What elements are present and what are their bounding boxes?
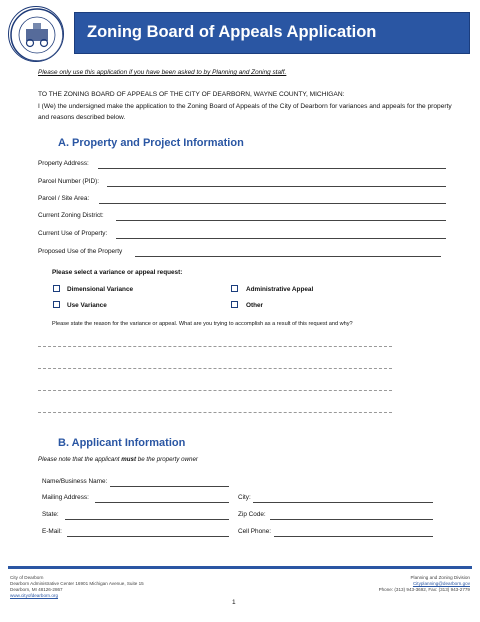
other-checkbox[interactable]	[231, 301, 238, 308]
parcel-number-label: Parcel Number (PID):	[38, 178, 100, 185]
mailing-address-field[interactable]	[95, 502, 229, 503]
reason-line-3[interactable]	[38, 390, 392, 391]
footer-address: Dearborn Administrative Center 16901 Michigan Avenue, Suite 15	[10, 581, 144, 586]
page-number: 1	[232, 599, 236, 606]
city-label: City:	[238, 494, 251, 501]
email-field[interactable]	[67, 536, 229, 537]
reason-line-4[interactable]	[38, 412, 392, 413]
zoning-district-field[interactable]	[116, 220, 446, 221]
name-field[interactable]	[110, 486, 229, 487]
footer-email-link[interactable]: Cityplanning@dearborn.gov	[412, 581, 470, 586]
cell-phone-label: Cell Phone:	[238, 528, 272, 535]
email-label: E-Mail:	[42, 528, 62, 535]
property-address-label: Property Address:	[38, 160, 89, 167]
footer-divider	[8, 566, 472, 569]
dimensional-variance-checkbox[interactable]	[53, 285, 60, 292]
administrative-appeal-checkbox[interactable]	[231, 285, 238, 292]
footer-right	[379, 575, 470, 593]
reason-line-1[interactable]	[38, 346, 392, 347]
footer-city: Dearborn, MI 48126-2867	[10, 587, 63, 592]
city-field[interactable]	[253, 502, 433, 503]
other-label: Other	[246, 302, 264, 309]
current-use-field[interactable]	[116, 238, 446, 239]
title-banner	[74, 12, 470, 54]
zoning-district-label: Current Zoning District:	[38, 212, 104, 219]
zip-code-label: Zip Code:	[238, 511, 266, 518]
reason-line-2[interactable]	[38, 368, 392, 369]
footer-org: City of Dearborn	[10, 575, 44, 580]
state-label: State:	[42, 511, 59, 518]
city-seal-logo	[8, 6, 64, 62]
name-label: Name/Business Name:	[42, 478, 108, 485]
state-field[interactable]	[65, 519, 229, 520]
proposed-use-field[interactable]	[135, 256, 441, 257]
footer-left	[10, 575, 144, 599]
cell-phone-field[interactable]	[274, 536, 433, 537]
administrative-appeal-label: Administrative Appeal	[246, 286, 314, 293]
section-b-heading: B. Applicant Information	[58, 437, 186, 449]
proposed-use-label: Proposed Use of the Property	[38, 248, 123, 255]
zip-code-field[interactable]	[270, 519, 433, 520]
footer-website-link[interactable]: www.cityofdearborn.org	[10, 593, 59, 598]
reason-prompt: Please state the reason for the variance or appeal. What are you trying to accomplish as a result of this request and why?	[52, 321, 353, 327]
site-area-label: Parcel / Site Area:	[38, 195, 90, 202]
statement-text: I (We) the undersigned make the application to the Zoning Board of Appeals of the City of Dearborn for variances and appeals for the property and reasons described below.	[38, 103, 452, 121]
section-a-heading: A. Property and Project Information	[58, 137, 244, 149]
current-use-label: Current Use of Property:	[38, 230, 108, 237]
property-address-field[interactable]	[98, 168, 446, 169]
instruction-text: Please only use this application if you have been asked to by Planning and Zoning staff.	[38, 69, 287, 76]
footer-phone: Phone: (313) 943-3692, Fax: (313) 943-2779	[378, 587, 470, 592]
request-prompt: Please select a variance or appeal request:	[52, 269, 183, 276]
use-variance-label: Use Variance	[67, 302, 107, 309]
use-variance-checkbox[interactable]	[53, 301, 60, 308]
addressee-text: TO THE ZONING BOARD OF APPEALS OF THE CITY OF DEARBORN, WAYNE COUNTY, MICHIGAN:	[38, 91, 345, 98]
footer-division: Planning and Zoning Division	[410, 575, 470, 580]
parcel-number-field[interactable]	[107, 186, 446, 187]
applicant-note: Please note that the applicant must be the property owner	[38, 456, 198, 463]
dimensional-variance-label: Dimensional Variance	[67, 286, 134, 293]
site-area-field[interactable]	[99, 203, 446, 204]
page-title: Zoning Board of Appeals Application	[87, 23, 377, 41]
mailing-address-label: Mailing Address:	[42, 494, 89, 501]
